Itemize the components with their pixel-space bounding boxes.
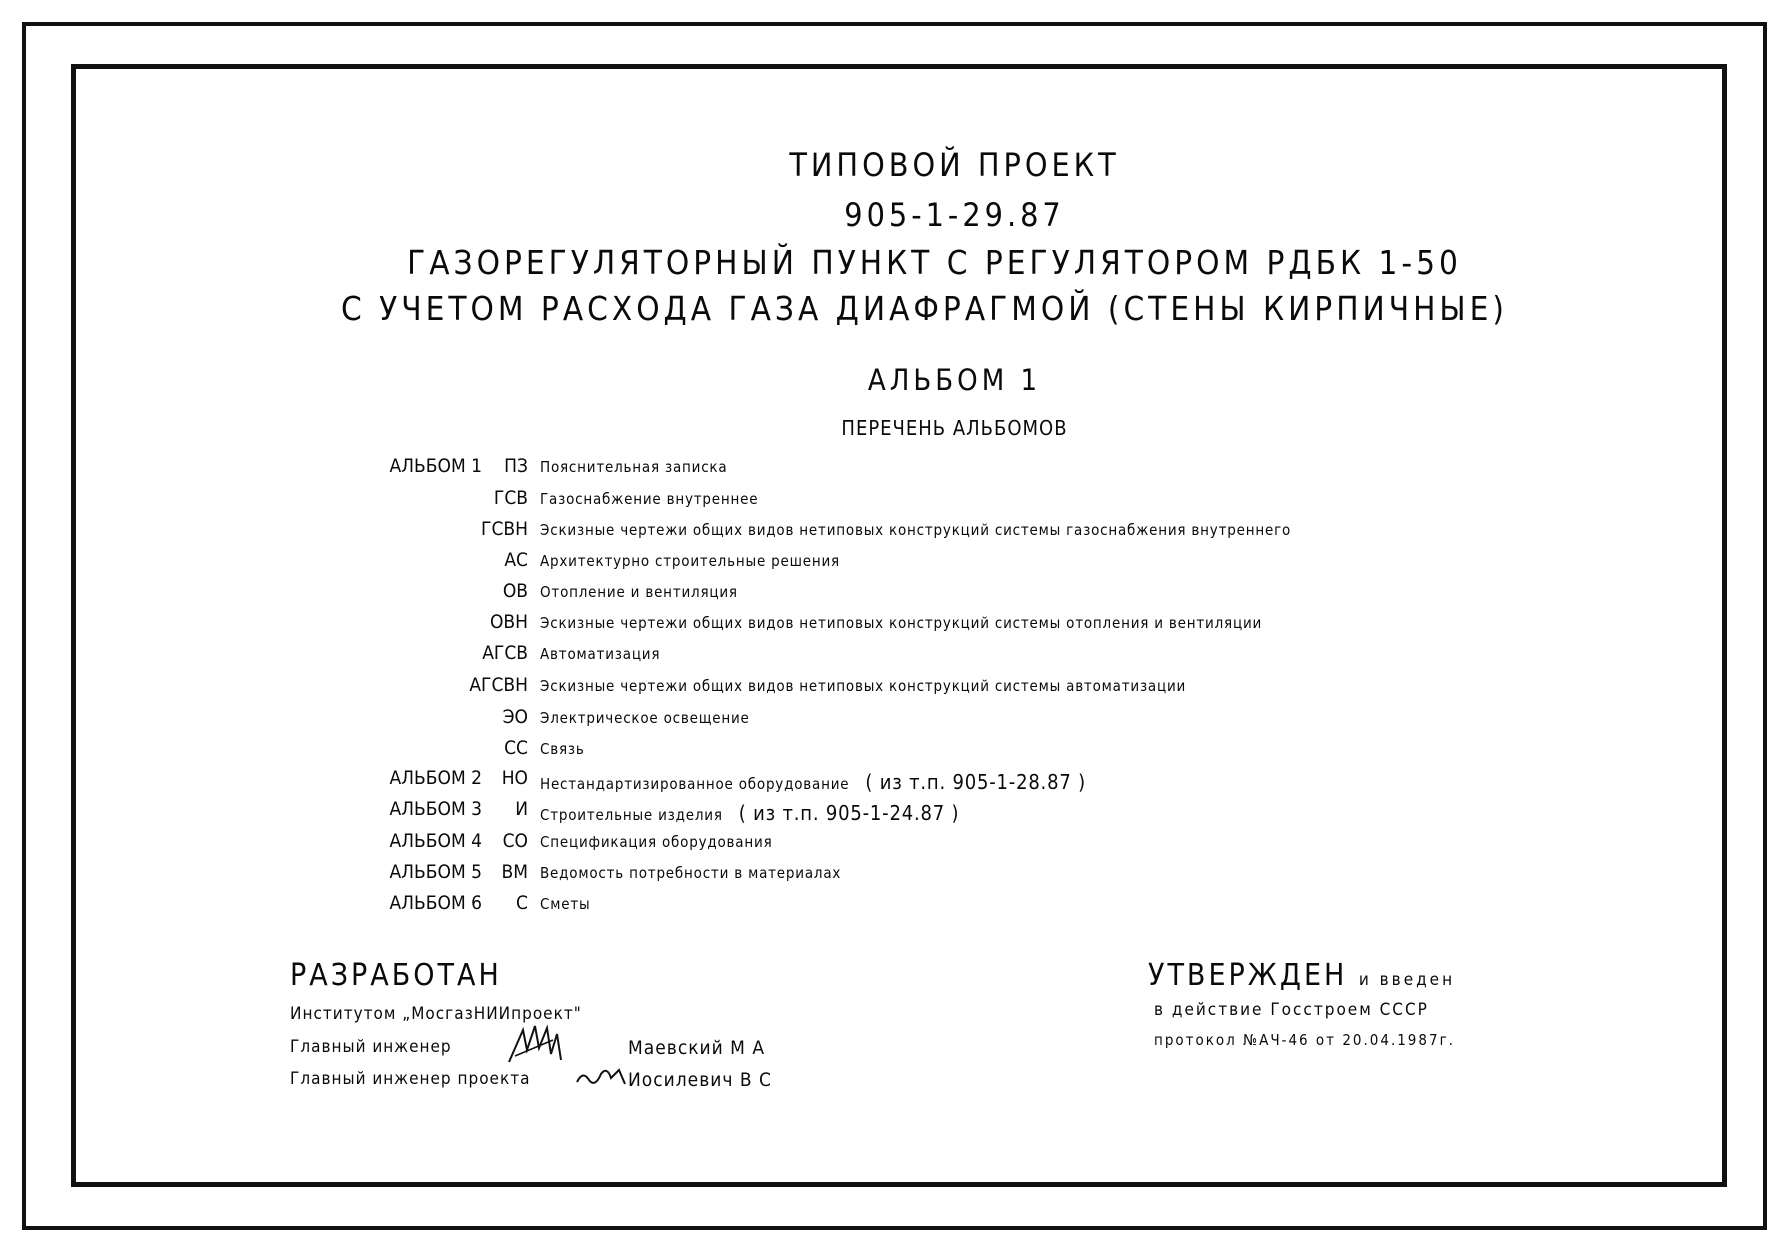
- project-engineer-signature: [575, 1062, 629, 1090]
- album-list-description: [540, 458, 727, 476]
- project-engineer-name: Иосилевич В С: [628, 1069, 772, 1091]
- album-list-title: ПЕРЕЧЕНЬ АЛЬБОМОВ: [841, 416, 1068, 440]
- album-list-description: [540, 709, 750, 727]
- project-engineer-label: Главный инженер проекта: [290, 1069, 531, 1089]
- project-number: 905-1-29.87: [844, 196, 1065, 234]
- album-list-description: [540, 864, 841, 882]
- album-list-description-text: Эскизные чертежи общих видов нетиповых конструкций системы отопления и вентиляции: [540, 614, 1263, 632]
- album-heading: АЛЬБОМ 1: [867, 363, 1042, 397]
- album-list-code: АГСВ: [482, 642, 528, 664]
- chief-engineer-label: Главный инженер: [290, 1037, 452, 1057]
- developed-institute: Институтом „МосгазНИИпроект": [290, 1004, 582, 1024]
- album-list-description: [540, 677, 1186, 695]
- album-list-code: АС: [504, 549, 528, 571]
- album-list-code: С: [516, 892, 528, 914]
- album-list-code: ОВ: [502, 580, 528, 602]
- album-list-prefix: АЛЬБОМ 6: [389, 892, 482, 914]
- album-list-description: [540, 740, 585, 758]
- album-list-description: [540, 801, 959, 825]
- album-list-prefix: АЛЬБОМ 2: [389, 767, 482, 789]
- album-list-description-text: Отопление и вентиляция: [540, 583, 738, 601]
- album-list-description-text: Эскизные чертежи общих видов нетиповых конструкций системы автоматизации: [540, 677, 1187, 695]
- album-list-description: [540, 895, 590, 913]
- album-list-prefix: АЛЬБОМ 4: [389, 830, 482, 852]
- album-list-description-text: Автоматизация: [540, 645, 661, 663]
- approved-title: [1148, 958, 1455, 993]
- album-list-code: ПЗ: [504, 455, 528, 477]
- album-list-description-text: Строительные изделия: [540, 806, 723, 824]
- album-list-description: [540, 833, 772, 851]
- album-list-description-text: Электрическое освещение: [540, 709, 750, 727]
- album-list-code: ГСВН: [481, 518, 528, 540]
- album-list-reference: ( из т.п. 905-1-24.87 ): [738, 801, 960, 825]
- album-list-description-text: Эскизные чертежи общих видов нетиповых конструкций системы газоснабжения внутреннего: [540, 521, 1292, 539]
- album-list-description: [540, 645, 660, 663]
- approved-line2: в действие Госстроем СССР: [1154, 1000, 1429, 1020]
- approved-line3: протокол №АЧ-46 от 20.04.1987г.: [1154, 1031, 1455, 1049]
- album-list-description-text: Нестандартизированное оборудование: [540, 775, 850, 793]
- chief-engineer-name: Маевский М А: [628, 1037, 766, 1059]
- album-list-description-text: Спецификация оборудования: [540, 833, 773, 851]
- project-type-title: ТИПОВОЙ ПРОЕКТ: [789, 146, 1120, 184]
- chief-engineer-signature: [505, 1020, 575, 1070]
- approved-title-main: УТВЕРЖДЕН: [1148, 958, 1348, 993]
- album-list-description: [540, 614, 1262, 632]
- approved-title-suffix: и введен: [1358, 970, 1456, 990]
- album-list-code: ЭО: [502, 706, 528, 728]
- album-list-prefix: АЛЬБОМ 1: [389, 455, 482, 477]
- album-list-description-text: Ведомость потребности в материалах: [540, 864, 842, 882]
- album-list-code: АГСВН: [469, 674, 528, 696]
- developed-title: РАЗРАБОТАН: [290, 958, 502, 993]
- album-list-code: ВМ: [501, 861, 528, 883]
- album-list-prefix: АЛЬБОМ 3: [389, 798, 482, 820]
- album-list-description-text: Газоснабжение внутреннее: [540, 490, 759, 508]
- album-list-description-text: Сметы: [540, 895, 591, 913]
- album-list-description-text: Архитектурно строительные решения: [540, 552, 840, 570]
- album-list-code: СО: [502, 830, 528, 852]
- album-list-description: [540, 770, 1086, 794]
- album-list-description: [540, 521, 1291, 539]
- album-list-code: ГСВ: [493, 487, 528, 509]
- album-list-description-text: Связь: [540, 740, 585, 758]
- album-list-code: ОВН: [489, 611, 528, 633]
- album-list-code: СС: [504, 737, 528, 759]
- album-list-description-text: Пояснительная записка: [540, 458, 728, 476]
- project-name-line1: ГАЗОРЕГУЛЯТОРНЫЙ ПУНКТ С РЕГУЛЯТОРОМ РДБК 1-50: [407, 243, 1462, 282]
- album-list-reference: ( из т.п. 905-1-28.87 ): [865, 770, 1086, 794]
- project-name-line2: С УЧЕТОМ РАСХОДА ГАЗА ДИАФРАГМОЙ (СТЕНЫ КИРПИЧНЫЕ): [341, 289, 1508, 328]
- album-list-description: [540, 490, 758, 508]
- album-list-prefix: АЛЬБОМ 5: [389, 861, 482, 883]
- album-list-description: [540, 583, 738, 601]
- album-list-description: [540, 552, 840, 570]
- album-list-code: НО: [501, 767, 528, 789]
- album-list-code: И: [515, 798, 528, 820]
